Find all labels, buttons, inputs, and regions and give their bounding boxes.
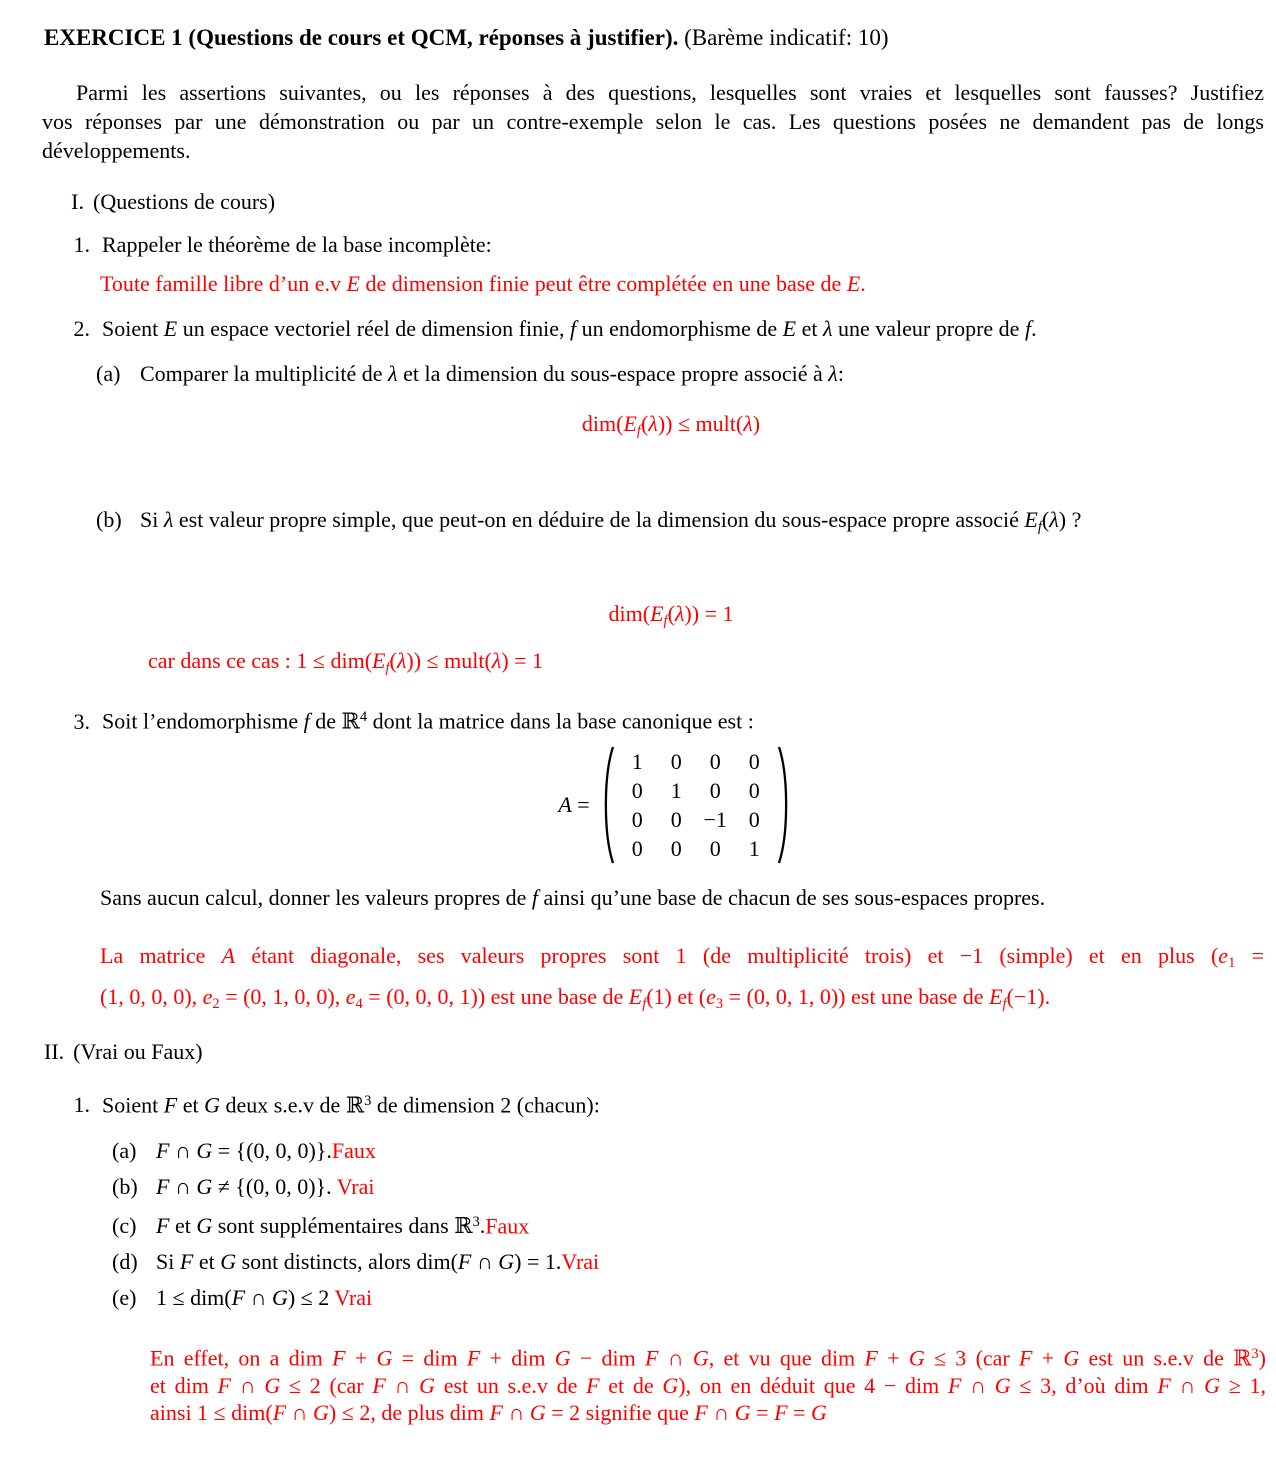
question-2-number: 2.: [73, 316, 90, 341]
item-b-content: [156, 1172, 374, 1201]
question-ii1-row: [44, 1087, 1276, 1119]
question-1-text: Rappeler le théorème de la base incomplète:: [102, 232, 492, 257]
question-2b-label: (b): [96, 507, 122, 533]
matrix-cell: 0: [670, 806, 682, 832]
question-2a-row: [96, 359, 1276, 388]
matrix-cell: 0: [748, 806, 760, 832]
section-ii-number: II.: [44, 1038, 65, 1064]
section-i-number: I.: [71, 189, 84, 214]
question-2-text: Soient E un espace vectoriel réel de dimension finie, f un endomorphisme de E et λ une valeur propre de f.: [102, 316, 1037, 341]
item-a-statement: F ∩ G = {(0, 0, 0)}.: [156, 1137, 332, 1163]
question-3-followup: Sans aucun calcul, donner les valeurs propres de f ainsi qu’une base de chacun de ses sous-espaces propres.: [100, 884, 1046, 910]
question-2a-label: (a): [96, 361, 121, 386]
matrix-cell: 0: [631, 777, 643, 803]
exercise-title-bold: EXERCICE 1 (Questions de cours et QCM, réponses à justifier).: [44, 25, 679, 50]
item-c-statement: F et G sont supplémentaires dans ℝ$^3$.: [156, 1213, 486, 1239]
exercise-title-note: (Barème indicatif: 10): [678, 25, 889, 50]
justification-line-1: En effet, on a dim F + G = dim F + dim G − dim F ∩ G, et vu que dim F + G ≤ 3 (car F + G est un s.e.v de ℝ$^3$): [150, 1345, 1266, 1371]
question-ii1-number: 1.: [73, 1091, 90, 1117]
question-2-row: [44, 314, 1276, 343]
matrix-cell: 1: [670, 777, 682, 803]
item-c-verdict: Faux: [485, 1213, 530, 1239]
answer-3-line-2: (1, 0, 0, 0), $e_2 = (0$, 1, 0, 0), $e_4 = (0$, 0, 0, 1)) est une base de Ef(1) et ($e_3 = (0$, 0, 1, 0)) est une base de Ef(−1).: [100, 983, 1051, 1012]
answer-3-line-1: La matrice A étant diagonale, ses valeurs propres sont 1 (de multiplicité trois) et −1 (simple) et en plus ($e_1$ =: [100, 942, 1264, 971]
item-d-verdict: Vrai: [561, 1249, 600, 1275]
item-b-statement: F ∩ G ≠ {(0, 0, 0)}.: [156, 1173, 337, 1199]
matrix-cell: 0: [709, 748, 721, 774]
matrix-cell: 0: [670, 748, 682, 774]
item-c-row: [112, 1208, 1276, 1240]
section-ii-heading: [44, 1037, 1276, 1066]
item-d-row: [112, 1247, 1276, 1276]
answer-2b-note: car dans ce cas : 1 ≤ dim(Ef(λ)) ≤ mult(λ) = 1: [148, 648, 544, 677]
answer-3-paragraph: [100, 939, 1264, 1021]
matrix-right-paren: [776, 744, 792, 866]
matrix-cell: 0: [709, 835, 721, 861]
item-e-row: [112, 1283, 1276, 1312]
matrix-cell: 0: [631, 806, 643, 832]
intro-line-2: vos réponses par une démonstration ou par un contre-exemple selon le cas. Les questions posées ne demandent pas de longs: [42, 109, 1264, 134]
section-i-title: (Questions de cours): [93, 189, 276, 214]
item-d-label: (d): [112, 1249, 138, 1275]
item-e-statement: 1 ≤ dim(F ∩ G) ≤ 2: [156, 1285, 335, 1311]
matrix-display: [558, 744, 791, 866]
item-b-row: [112, 1172, 1276, 1201]
matrix-cell: 1: [748, 835, 760, 861]
question-3-number: 3.: [73, 708, 90, 734]
matrix-cell: 0: [709, 777, 721, 803]
matrix-cell: 0: [748, 748, 760, 774]
matrix-grid: [618, 747, 774, 863]
item-c-label: (c): [112, 1213, 137, 1239]
matrix-cell: −1: [703, 806, 727, 832]
item-a-content: [156, 1136, 376, 1165]
question-3-row: [44, 703, 1276, 735]
justification-line-2: et dim F ∩ G ≤ 2 (car F ∩ G est un s.e.v de F et de G), on en déduit que 4 − dim F ∩ G ≤ 3, d’où dim F ∩ G ≥ 1,: [150, 1372, 1267, 1398]
item-a-label: (a): [112, 1137, 137, 1163]
item-a-verdict: Faux: [331, 1137, 376, 1163]
matrix-cell: 0: [670, 835, 682, 861]
exercise-title: [44, 22, 1246, 54]
intro-paragraph: [42, 78, 1264, 165]
matrix-left-paren: [600, 744, 616, 866]
answer-1-text: Toute famille libre d’un e.v E de dimension finie peut être complétée en une base de E.: [100, 271, 866, 296]
question-2a-text: Comparer la multiplicité de λ et la dimension du sous-espace propre associé à λ:: [140, 361, 844, 386]
intro-line-1: Parmi les assertions suivantes, ou les réponses à des questions, lesquelles sont vraies et lesquelles sont fausses? Justifiez: [76, 80, 1264, 105]
item-a-row: [112, 1136, 1276, 1165]
item-e-label: (e): [112, 1285, 137, 1311]
matrix-cell: 1: [631, 748, 643, 774]
document-page: [0, 22, 1276, 1467]
question-1-number: 1.: [73, 232, 90, 257]
item-c-content: [156, 1208, 529, 1240]
matrix-cell: 0: [631, 835, 643, 861]
item-d-statement: Si F et G sont distincts, alors dim(F ∩ G) = 1.: [156, 1249, 562, 1275]
matrix-equation: [42, 744, 1264, 866]
item-b-label: (b): [112, 1173, 138, 1199]
question-1-row: [44, 230, 1276, 259]
item-e-verdict: Vrai: [334, 1285, 373, 1311]
section-ii-title: (Vrai ou Faux): [73, 1038, 203, 1064]
formula-dim-eq-1: dim(Ef(λ)) = 1: [608, 601, 734, 630]
question-3-text: Soit l’endomorphisme f de ℝ$^4$ dont la matrice dans la base canonique est :: [102, 708, 754, 734]
justification-line-3: ainsi 1 ≤ dim(F ∩ G) ≤ 2, de plus dim F ∩ G = 2 signifie que F ∩ G = F = G: [150, 1400, 827, 1426]
item-d-content: [156, 1247, 599, 1276]
question-2b-text: Si λ est valeur propre simple, que peut-on en déduire de la dimension du sous-espace propre associé Ef(λ) ?: [140, 507, 1082, 536]
item-b-verdict: Vrai: [336, 1173, 375, 1199]
item-e-content: [156, 1283, 372, 1312]
matrix-label: A =: [558, 792, 590, 817]
question-ii1-text: Soient F et G deux s.e.v de ℝ$^3$ de dimension 2 (chacun):: [102, 1091, 600, 1117]
section-i-heading: [44, 187, 1276, 216]
intro-line-3: développements.: [42, 138, 191, 163]
formula-dim-leq-mult: dim(Ef(λ)) ≤ mult(λ): [581, 411, 761, 440]
matrix-cell: 0: [748, 777, 760, 803]
question-2b-row: [96, 505, 1276, 542]
justification-paragraph: [150, 1341, 1266, 1427]
